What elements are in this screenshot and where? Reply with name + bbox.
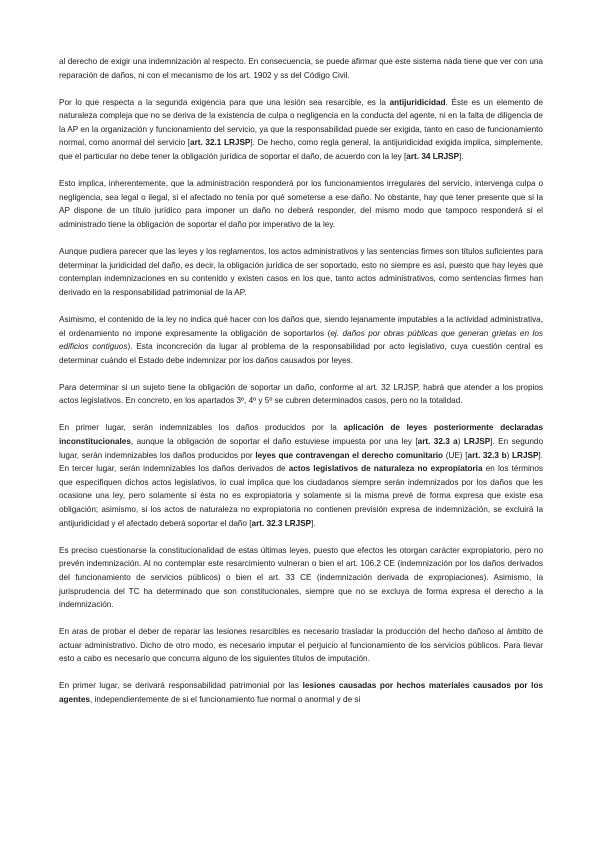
bold-term: aplicación de leyes posteriormente declaradas inconstitucionales <box>59 423 543 447</box>
text-run: en los términos que especifiquen dichos actos legislativos, lo cual implica que los ciudadanos siempre serán indemnizados por los daños que les ocasione una ley, pero solamente si ésta no es expropiatoria y solamente si la misma prevé de forma expresa que existe esa obligación; asimismo, si los actos de naturaleza no expropiatoria no contienen previsión expresa de indemnización, se excluirá la antijuridicidad y el afectado deberá soportar el daño [ <box>59 464 544 528</box>
paragraph-10 <box>59 679 543 706</box>
paragraph-4 <box>59 245 543 299</box>
text-run: Aunque pudiera parecer que las leyes y los reglamentos, los actos administrativos y las sentencias firmes son títulos suficientes para determinar la juridicidad del daño, es decir, la obligación jurídica de ser soportado, esto no siempre es así, puesto que hay leyes que contemplan indemnizaciones en su contenido y existen casos en los que, tanto actos administrativos, como sentencias firmes han derivado en la responsabilidad patrimonial de la AP. <box>59 247 543 297</box>
text-run: ) <box>506 450 513 460</box>
text-run: (UE) [ <box>443 450 468 460</box>
legal-reference: art. 34 LRJSP <box>406 152 460 162</box>
text-run: ]. De hecho, como regla general, la antijuridicidad exigida implica, simplemente, que el particular no debe tener la obligación jurídica de soportar el daño, de acuerdo con la ley [ <box>59 138 543 162</box>
text-run: ]. <box>459 152 464 162</box>
paragraph-9 <box>59 625 543 666</box>
text-run: ]. En segundo lugar, serán indemnizables los daños producidos por <box>59 437 543 460</box>
paragraph-5 <box>59 313 543 367</box>
text-run: al derecho de exigir una indemnización al respecto. En consecuencia, se puede afirmar que este sistema nada tiene que ver con una reparación de daños, ni con el mecanismo de los art. 1902 y ss del Código Civil. <box>59 57 543 80</box>
legal-reference: LRJSP <box>512 450 539 460</box>
text-run: Para determinar si un sujeto tiene la obligación de soportar un daño, conforme al art. 32 LRJSP, habrá que atender a los propios actos legislativos. En concreto, en los apartados 3º, 4º y 5º se cubren determinados casos, pero no la totalidad. <box>59 382 543 406</box>
text-run: En primer lugar, serán indemnizables los daños producidos por la <box>59 423 344 433</box>
bold-term: leyes que contravengan el derecho comunitario <box>255 450 444 460</box>
text-run: En primer lugar, se derivará responsabilidad patrimonial por las <box>59 681 303 691</box>
text-run: En aras de probar el deber de reparar las lesiones resarcibles es necesario trasladar la producción del hecho dañoso al ámbito de actuar administrativo. Dicho de otro modo, es necesario imputar el perjuicio al funcionamiento de los servicios públicos. Para llevar esto a cabo es necesario que concurra alguno de los siguientes títulos de imputación. <box>59 627 543 664</box>
legal-reference: LRJSP <box>463 437 491 447</box>
bold-term: actos legislativos de naturaleza no expropiatoria <box>288 464 483 474</box>
bold-term: lesiones causadas por hechos materiales causados por los agentes <box>59 681 543 705</box>
paragraph-3 <box>59 177 543 231</box>
text-run: ) <box>457 437 464 447</box>
legal-reference: art. 32.1 LRJSP <box>190 138 251 148</box>
text-run: ). Esta inconcreción da lugar al problema de la responsabilidad por acto legislativo, cuya cuestión central es determinar cuándo el Estado debe indemnizar por los daños causados por leyes. <box>59 342 544 365</box>
legal-reference: art. 32.3 a <box>417 437 458 447</box>
legal-reference: art. 32.3 b <box>467 450 507 460</box>
legal-reference: art. 32.3 LRJSP <box>251 518 312 528</box>
document-page <box>59 55 543 707</box>
text-run: ]. En tercer lugar, serán indemnizables los daños derivados de <box>59 450 543 474</box>
paragraph-8 <box>59 544 543 612</box>
paragraph-1 <box>59 55 543 82</box>
text-run: ]. <box>311 518 316 528</box>
text-run: . Éste es un elemento de naturaleza compleja que no se deriva de la existencia de culpa o negligencia en la conducta del agente, ni en la falta de diligencia de la AP en la organización y funcionamiento del servicio, ya que la responsabilidad puede ser exigida, tanto en caso de funcionamiento normal, como anormal del servicio [ <box>59 97 543 148</box>
text-run: Por lo que respecta a la segunda exigencia para que una lesión sea resarcible, es la <box>59 97 390 107</box>
paragraph-6 <box>59 381 543 408</box>
text-run: Es preciso cuestionarse la constitucionalidad de estas últimas leyes, puesto que efectos les otorgan carácter expropiatorio, pero no prevén indemnización. Al no contemplar este resarcimiento vulneran o bien el art. 106.2 CE (indemnización por los daños derivados del funcionamiento de servicios públicos) o bien el art. 33 CE (indemnización derivada de expropiaciones). Asimismo, la jurisprudencia del TC ha determinado que son constitucionales, siempre que no se excluya de forma expresa el derecho a la indemnización. <box>59 545 543 610</box>
bold-term: antijuridicidad <box>389 97 446 107</box>
text-run: , independientemente de si el funcionamiento fue normal o anormal y de si <box>89 695 361 705</box>
italic-example: ej. daños por obras públicas que generan grietas en los edificios contiguos <box>59 328 544 352</box>
text-run: , aunque la obligación de soportar el daño estuviese impuesta por una ley [ <box>130 437 418 447</box>
text-run: Esto implica, inherentemente, que la administración responderá por los funcionamientos irregulares del servicio, intervenga culpa o negligencia, sea legal o ilegal, si el afectado no tenía por qué someterse a ese daño. No obstante, hay que tener presente que si la AP dispone de un título jurídico para imponer un daño no deberá responder, del mismo modo que tampoco responderá si el administrado tiene la obligación de soportar el daño por imperativo de la ley. <box>59 179 543 229</box>
paragraph-2 <box>59 96 543 164</box>
paragraph-7 <box>59 421 543 530</box>
text-run: Asimismo, el contenido de la ley no indica qué hacer con los daños que, siendo lejanamente imputables a la actividad administrativa, el ordenamiento no impone expresamente la obligación de soportarlos ( <box>59 314 543 338</box>
